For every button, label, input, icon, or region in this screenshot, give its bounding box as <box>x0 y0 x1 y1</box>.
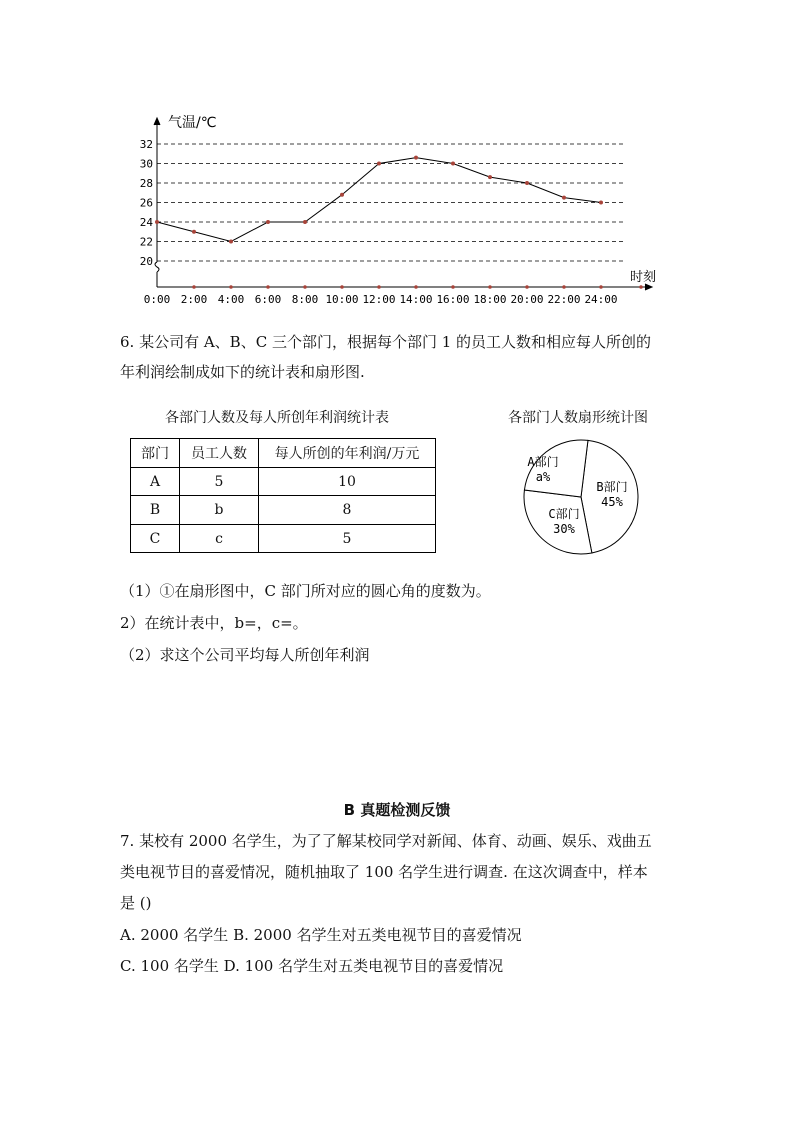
data-point <box>488 175 492 179</box>
data-point <box>377 162 381 166</box>
table-cell: b <box>180 496 259 525</box>
x-tick-label: 12:00 <box>362 293 396 306</box>
x-tick-label: 10:00 <box>325 293 359 306</box>
table-cell: C <box>131 525 180 553</box>
x-tick-label: 8:00 <box>291 293 319 306</box>
data-point <box>192 230 196 234</box>
x-tick-label: 6:00 <box>254 293 282 306</box>
table-cell: 10 <box>259 468 436 496</box>
data-point <box>303 220 307 224</box>
x-axis-dot <box>377 285 381 289</box>
table-title: 各部门人数及每人所创年利润统计表 <box>165 410 389 426</box>
pie-slice-name: C部门 <box>548 507 580 521</box>
table-cell: A <box>131 468 180 496</box>
data-point <box>414 156 418 160</box>
axis-break-mark <box>155 262 159 272</box>
pie-slice-label: 45% <box>601 495 623 509</box>
q7-options-cd: C. 100 名学生 D. 100 名学生对五类电视节目的喜爱情况 <box>120 957 504 975</box>
y-tick-label: 20 <box>139 255 153 268</box>
x-tick-label: 20:00 <box>510 293 544 306</box>
table-cell: 8 <box>259 496 436 525</box>
x-tick-label: 14:00 <box>399 293 433 306</box>
q7-line3: 是 () <box>120 894 152 912</box>
data-point <box>599 201 603 205</box>
x-tick-label: 2:00 <box>180 293 208 306</box>
x-tick-label: 24:00 <box>584 293 618 306</box>
data-point <box>266 220 270 224</box>
pie-slice-label: 30% <box>553 522 575 536</box>
y-tick-label: 22 <box>139 235 153 249</box>
y-axis-label: 气温/℃ <box>168 115 217 131</box>
table-row <box>131 468 436 496</box>
table-cell: B <box>131 496 180 525</box>
data-point <box>562 196 566 200</box>
x-axis-dot <box>229 285 233 289</box>
stats-table <box>130 438 436 553</box>
q6-sub3: （2）求这个公司平均每人所创年利润 <box>120 646 370 664</box>
table-cell: 5 <box>180 468 259 496</box>
x-axis-dot <box>414 285 418 289</box>
x-axis-dot <box>562 285 566 289</box>
y-tick-label: 24 <box>139 216 153 229</box>
pie-slice-name: B部门 <box>596 480 628 494</box>
table-header: 员工人数 <box>180 439 259 468</box>
data-point <box>525 181 529 185</box>
table-header: 每人所创的年利润/万元 <box>259 439 436 468</box>
department-pie-chart <box>516 436 646 558</box>
y-tick-label: 26 <box>139 196 153 210</box>
q7-line1: 7. 某校有 2000 名学生，为了了解某校同学对新闻、体育、动画、娱乐、戏曲五 <box>120 832 652 850</box>
section-b-title: B 真题检测反馈 <box>343 801 451 819</box>
table-row <box>131 496 436 525</box>
q6-text-line2: 年利润绘制成如下的统计表和扇形图. <box>120 363 365 381</box>
pie-slice-name: A部门 <box>527 455 559 469</box>
x-axis-label: 时刻 <box>630 270 657 285</box>
table-cell: c <box>180 525 259 553</box>
pie-title: 各部门人数扇形统计图 <box>508 410 648 426</box>
x-axis-dot <box>192 285 196 289</box>
x-axis-dot <box>340 285 344 289</box>
series-line <box>157 158 601 242</box>
x-axis-dot <box>451 285 455 289</box>
x-tick-label: 0:00 <box>143 293 171 306</box>
y-tick-labels <box>140 138 154 268</box>
table-header: 部门 <box>131 439 180 468</box>
temperature-series <box>155 156 603 244</box>
x-axis-dot <box>488 285 492 289</box>
x-axis-dot <box>525 285 529 289</box>
temperature-line-chart <box>130 110 670 315</box>
x-tick-label: 4:00 <box>217 293 245 306</box>
y-tick-label: 30 <box>139 157 153 171</box>
y-tick-label: 28 <box>139 177 153 190</box>
table-cell: 5 <box>259 525 436 553</box>
data-point <box>155 220 159 224</box>
q7-line2: 类电视节目的喜爱情况，随机抽取了 100 名学生进行调查. 在这次调查中，样本 <box>120 863 648 881</box>
table-row <box>131 525 436 553</box>
x-axis-dot <box>266 285 270 289</box>
x-tick-label: 16:00 <box>436 293 470 306</box>
x-axis-dot <box>639 285 643 289</box>
pie-slice-label: a% <box>535 470 551 484</box>
x-tick-labels <box>144 285 643 306</box>
q6-text-line1: 6. 某公司有 A、B、C 三个部门，根据每个部门 1 的员工人数和相应每人所创的 <box>120 333 652 351</box>
x-tick-label: 18:00 <box>473 293 507 306</box>
data-point <box>229 240 233 244</box>
q6-sub2: 2）在统计表中，b=，c=。 <box>120 614 308 632</box>
q6-sub1: （1）①在扇形图中，C 部门所对应的圆心角的度数为。 <box>120 582 491 600</box>
q7-options-ab: A. 2000 名学生 B. 2000 名学生对五类电视节目的喜爱情况 <box>120 926 522 944</box>
x-axis-dot <box>303 285 307 289</box>
data-point <box>451 162 455 166</box>
x-axis-dot <box>599 285 603 289</box>
x-tick-label: 22:00 <box>547 293 581 306</box>
y-tick-label: 32 <box>139 138 153 151</box>
y-axis-arrow <box>154 118 160 125</box>
data-point <box>340 193 344 197</box>
